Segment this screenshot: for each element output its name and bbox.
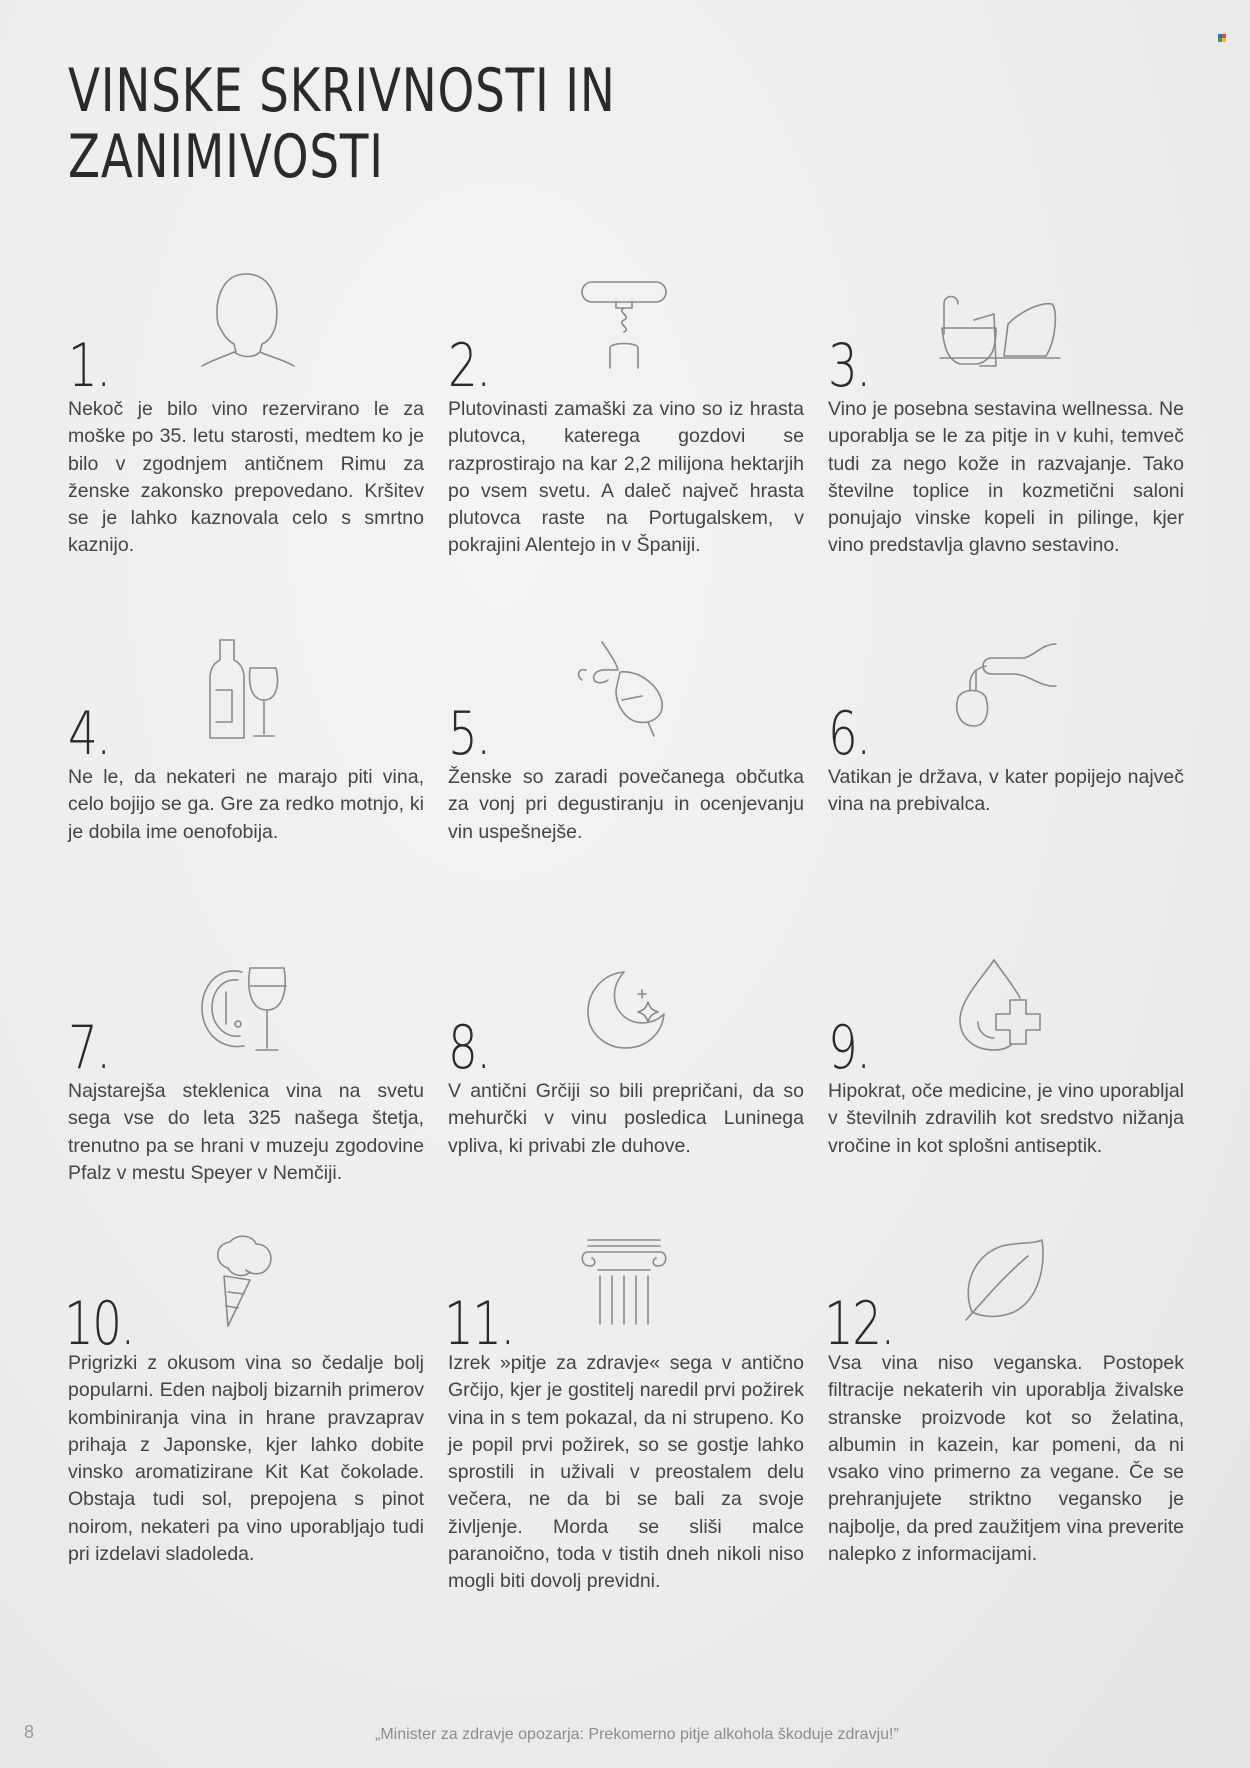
- fact-text: V antični Grčiji so bili prepričani, da so mehurčki v vinu posledica Luninega vpliva, ki privabi zle duhove.: [448, 1080, 804, 1157]
- fact-number: 6.: [828, 699, 870, 769]
- drop-cross-icon: [954, 956, 1058, 1056]
- fact-number: 4.: [68, 699, 110, 769]
- fact-number: 2.: [448, 331, 490, 401]
- print-color-mark: [1218, 34, 1226, 42]
- nose-glass-icon: [572, 640, 676, 740]
- fact-text: Vino je posebna sestavina wellnessa. Ne uporablja se le za pitje in v kuhi, temveč tudi za nego kože in razvajanje. Tako številne toplice in kozmetični saloni ponujajo vinske kopeli in pilinge, kjer vino predstavlja glavno sestavino.: [828, 398, 1184, 557]
- fact-number: 9.: [828, 1013, 870, 1083]
- fact-text: Vatikan je država, v kater popijejo največ vina na prebivalca.: [828, 766, 1184, 816]
- fact-text: Ne le, da nekateri ne marajo piti vina, celo bojijo se ga. Gre za redko motnjo, ki je dobila ime oenofobija.: [68, 766, 424, 843]
- page-title: [68, 58, 616, 190]
- woman-head-icon: [196, 270, 300, 370]
- fact-text: Najstarejša steklenica vina na svetu sega vse do leta 325 našega štetja, trenutno pa se hrani v muzeju zgodovine Pfalz v mestu Speyer v Nemčiji.: [68, 1080, 424, 1184]
- fact-number: 1.: [68, 331, 110, 401]
- fact-number: 3.: [828, 331, 870, 401]
- fact-text: Plutovinasti zamaški za vino so iz hrasta plutovca, katerega gozdovi se razprostirajo na kar 2,2 milijona hektarjih po vsem svetu. A daleč največ hrasta plutovca raste na Portugalskem, v pokrajini Alentejo in v Španiji.: [448, 398, 804, 557]
- fact-text: Prigrizki z okusom vina so čedalje bolj popularni. Eden najbolj bizarnih primerov kombiniranja vina in hrane pravzaprav prihaja z Japonske, kjer lahko dobite vinsko aromatizirane Kit Kat čokolade. Obstaja tudi sol, prepojena s pinot noirom, nekateri pa vino uporabljajo tudi pri izdelavi sladoleda.: [68, 1352, 424, 1566]
- fact-number: 8.: [448, 1013, 490, 1083]
- fact-text: Vsa vina niso veganska. Postopek filtracije nekaterih vin uporablja živalske stranske proizvode kot so želatina, albumin in kazein, kar pomeni, da ni vsako vino primerno za vegane. Če se prehranjujete striktno vegansko je najbolje, da pred zaužitjem vina preverite nalepko z informacijami.: [828, 1352, 1184, 1566]
- fact-text: Izrek »pitje za zdravje« sega v antično Grčijo, kjer je gostitelj naredil prvi požirek vina in s tem pokazal, da ni strupeno. Ko je popil prvi požirek, so se gostje lahko sprostili in uživali v preostalem delu večera, ne da bi se bali za svoje življenje. Morda se sliši malce paranoično, toda v tistih dneh nikoli niso mogli biti dovolj previdni.: [448, 1352, 804, 1593]
- moon-stars-icon: [584, 968, 668, 1052]
- bottle-glass-icon: [206, 636, 282, 742]
- leaf-icon: [962, 1238, 1048, 1324]
- title-line-2: ZANIMIVOSTI: [68, 122, 384, 192]
- fact-number: 10.: [64, 1289, 134, 1359]
- fact-text: Ženske so zaradi povečanega občutka za vonj pri degustiranju in ocenjevanju vin uspešnejše.: [448, 766, 804, 843]
- page-number: 8: [24, 1722, 35, 1742]
- plate-glass-icon: [198, 962, 292, 1058]
- health-warning: „Minister za zdravje opozarja: Prekomerno pitje alkohola škoduje zdravju!”: [375, 1726, 899, 1743]
- corkscrew-icon: [576, 278, 672, 370]
- pouring-bottle-icon: [952, 640, 1060, 736]
- bathtub-icon: [938, 290, 1062, 372]
- fact-number: 12.: [824, 1289, 894, 1359]
- fact-number: 5.: [448, 699, 490, 769]
- title-line-1: VINSKE SKRIVNOSTI IN: [68, 56, 616, 126]
- fact-number: 11.: [444, 1289, 514, 1359]
- fact-text: Nekoč je bilo vino rezervirano le za moške po 35. letu starosti, medtem ko je bilo v zgodnjem antičnem Rimu za ženske zakonsko prepovedano. Kršitev se je lahko kaznovala celo s smrtno kaznijo.: [68, 398, 424, 557]
- fact-number: 7.: [68, 1013, 110, 1083]
- greek-column-icon: [580, 1236, 668, 1328]
- ice-cream-icon: [210, 1232, 280, 1328]
- fact-text: Hipokrat, oče medicine, je vino uporabljal v številnih zdravilih kot sredstvo nižanja vročine in kot splošni antiseptik.: [828, 1080, 1184, 1157]
